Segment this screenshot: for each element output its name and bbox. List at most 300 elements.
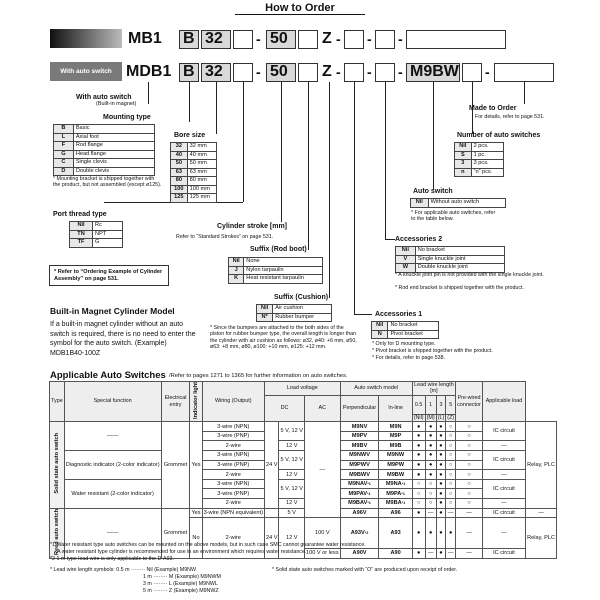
model-inline-cell: M9PW	[379, 460, 412, 470]
th-l5: 5	[446, 395, 456, 414]
ac-cell: 100 V	[304, 518, 340, 549]
lead-cell: ○	[425, 489, 436, 499]
port-code: Nil	[70, 222, 93, 231]
prewired-cell: —	[456, 518, 483, 549]
leader-line	[433, 82, 434, 190]
leader-line	[329, 82, 330, 298]
rod-row	[229, 258, 323, 267]
refer-box: * Refer to “Ordering Example of Cylinder Assembly” on page 531.	[49, 265, 169, 286]
code2-dash5: -	[485, 64, 490, 80]
code1-acc2-box	[375, 30, 395, 49]
wiring-cell: 3-wire (PNP)	[202, 431, 264, 441]
prewired-cell: —	[456, 508, 483, 518]
dc-cell	[264, 508, 279, 518]
mounting-table	[53, 124, 155, 176]
num-desc: 2 pcs.	[471, 143, 503, 152]
acc1-desc: No bracket	[388, 322, 439, 331]
num-code: Nil	[455, 143, 472, 152]
acc1-note3: * For details, refer to page 538.	[372, 355, 446, 361]
code2-port-box	[233, 63, 253, 82]
autosw-note: * For applicable auto switches, refer to the table below.	[411, 210, 496, 223]
load-cell: IC circuit	[482, 451, 525, 470]
num-code: n	[455, 168, 472, 177]
lead-cell: ●	[436, 460, 446, 470]
code2-dash2: -	[336, 64, 341, 80]
stroke-title: Cylinder stroke [mm]	[217, 223, 288, 230]
bore-row	[171, 151, 217, 160]
code2-num-box	[462, 63, 482, 82]
model-inline-cell: M9PA$^{*1}$	[379, 489, 412, 499]
bore-code: 50	[171, 160, 188, 169]
lead-cell: ●	[436, 470, 446, 480]
bore-desc: 63 mm	[187, 168, 216, 177]
code2-prefix: MDB1	[126, 63, 172, 80]
load-cell: —	[482, 518, 525, 549]
th-n3: (L)	[437, 414, 445, 421]
th-l05: 0.5	[412, 395, 425, 414]
prewired-cell: ○	[456, 441, 483, 451]
code1-stroke: 50	[270, 30, 288, 47]
bore-code: 32	[171, 143, 188, 152]
th-entry: Electrical entry	[161, 382, 190, 422]
autosw-table	[410, 198, 506, 208]
mounting-desc: Single clevis	[73, 159, 154, 168]
port-desc: NPT	[93, 230, 123, 239]
lead-cell: ●	[425, 518, 436, 549]
port-table	[69, 221, 123, 248]
lead-cell: ●	[425, 441, 436, 451]
bore-desc: 100 mm	[187, 185, 216, 194]
bore-code: 63	[171, 168, 188, 177]
acc2-row	[396, 247, 505, 256]
model-inline-cell: M9BA$^{*1}$	[379, 499, 412, 509]
mto-title: Made to Order	[469, 105, 517, 112]
wiring-cell: 3-wire (NPN)	[202, 451, 264, 461]
lead-cell: ●	[436, 441, 446, 451]
model-perp-cell: A90V	[340, 549, 379, 559]
dc-volt-cell: 5 V	[279, 508, 305, 518]
foot-n1b: A water resistant type cylinder is recommended for use in an environment which requires water resistance.	[57, 549, 307, 555]
num-table	[454, 142, 504, 177]
mounting-desc: Basic	[73, 125, 154, 134]
acc2-desc: No bracket	[415, 247, 504, 256]
foot-n5: 3 m ········ L (Example) M9NWL	[143, 581, 218, 587]
lead-cell: ●	[425, 431, 436, 441]
magnet-text: If a built-in magnet cylinder without an auto switch is required, there is no need to enter the symbol for the auto switch. (Example) MDB1B40-100Z	[50, 321, 196, 357]
table-ref: /Refer to pages 1271 to 1365 for further information on auto switches.	[169, 373, 348, 379]
lead-cell: ●	[412, 518, 425, 549]
dc-volt-cell: 12 V	[279, 499, 305, 509]
cushion-desc: Air cushion	[273, 305, 332, 314]
code1-mto-box	[406, 30, 506, 49]
load-cell: IC circuit	[482, 422, 525, 441]
wiring-cell: 3-wire (NPN equivalent)	[203, 509, 263, 516]
num-row	[455, 168, 504, 177]
acc2-code: W	[396, 264, 416, 273]
dc-volt-cell: 12 V	[279, 470, 305, 480]
code2-rod-box	[298, 63, 318, 82]
lead-cell: ●	[412, 431, 425, 441]
model-perp-cell: M9NV	[340, 422, 379, 432]
th-perp: Perpendicular	[340, 395, 379, 422]
num-desc: 3 pcs.	[471, 160, 503, 169]
th-load-voltage: Load voltage	[264, 382, 340, 396]
header-bar	[50, 29, 122, 48]
bore-code: 100	[171, 185, 188, 194]
model-inline-cell: A96	[379, 508, 412, 518]
auto-switch-sublabel: (Built-in magnet)	[96, 101, 137, 107]
indicator-cell: No	[190, 518, 202, 558]
model-inline-cell: M9BW	[379, 470, 412, 480]
lead-cell: ○	[446, 479, 456, 489]
code1-dash3: -	[367, 31, 372, 47]
lead-cell: ●	[412, 470, 425, 480]
wiring-cell: 3-wire (NPN)	[202, 479, 264, 489]
acc2-note2: * Rod end bracket is shipped together with the product.	[395, 285, 524, 291]
table-row	[50, 422, 557, 432]
lead-cell: ●	[436, 479, 446, 489]
dc-volt-cell: 5 V, 12 V	[279, 422, 305, 441]
prewired-cell: ○	[456, 470, 483, 480]
table-row	[50, 508, 557, 518]
code1-port-box	[233, 30, 253, 49]
prewired-cell: ○	[456, 431, 483, 441]
code1-dash1: -	[256, 31, 261, 47]
acc2-desc: Double knuckle joint	[415, 264, 504, 273]
bore-desc: 80 mm	[187, 177, 216, 186]
autosw-row	[411, 199, 506, 208]
acc1-row	[372, 330, 439, 339]
bore-row	[171, 185, 217, 194]
num-desc: 1 pc.	[471, 151, 503, 160]
th-special: Special function	[64, 382, 161, 422]
mounting-code: C	[54, 159, 74, 168]
model-perp-cell: M9BV	[340, 441, 379, 451]
load-relay-cell: Relay, PLC	[526, 518, 557, 558]
acc1-code: N	[372, 330, 388, 339]
wiring-cell: 3-wire (PNP)	[202, 489, 264, 499]
lead-cell: ○	[446, 499, 456, 509]
acc1-code: Nil	[372, 322, 388, 331]
special-cell: ——	[64, 422, 161, 451]
model-perp-cell: M9NAV$^{*1}$	[340, 479, 379, 489]
stroke-note: Refer to “Standard Strokes” on page 531.	[176, 234, 274, 240]
lead-cell: ○	[412, 489, 425, 499]
mounting-row	[54, 125, 155, 134]
port-title: Port thread type	[53, 211, 107, 218]
magnet-title: Built-in Magnet Cylinder Model	[50, 306, 175, 316]
model-perp-cell: $A93V^{*2}$	[340, 518, 379, 549]
prewired-cell: ○	[456, 422, 483, 432]
wiring-cell: 3-wire (NPN)	[202, 422, 264, 432]
rod-desc: Heat resistant tarpaulin	[244, 275, 323, 284]
lead-cell: ●	[412, 441, 425, 451]
num-title: Number of auto switches	[457, 132, 541, 139]
load-cell: IC circuit	[482, 479, 525, 498]
code2-bore: 32	[205, 63, 223, 80]
special-cell: ——	[64, 508, 161, 558]
ac-cell: —	[304, 422, 340, 518]
load-cell: —	[482, 470, 525, 480]
model-perp-cell: M9NWV	[340, 451, 379, 461]
th-l3: 3	[436, 395, 446, 414]
lead-cell: ●	[425, 460, 436, 470]
th-lead: Lead wire length [m]	[414, 382, 454, 395]
code1-dash2: -	[336, 31, 341, 47]
load-cell: IC circuit	[482, 508, 525, 518]
foot-n1: *1 Water resistant type auto switches can be mounted on the above models, but in such case SMC cannot guarantee water resistance.	[50, 542, 366, 548]
bore-row	[171, 194, 217, 203]
lead-cell: —	[446, 508, 456, 518]
type-reed-cell: Reed auto switch	[50, 508, 65, 558]
leader-line	[385, 82, 386, 239]
code2-dash4: -	[398, 64, 403, 80]
lead-cell: ●	[412, 451, 425, 461]
th-wiring: Wiring (Output)	[202, 382, 264, 422]
type-solid-cell: Solid state auto switch	[50, 422, 65, 508]
num-row	[455, 151, 504, 160]
mto-note: For details, refer to page 531.	[475, 114, 545, 120]
code2-mount: B	[183, 63, 195, 80]
lead-cell: ●	[412, 508, 425, 518]
bore-row	[171, 177, 217, 186]
foot-n7: * Solid state auto switches marked with “O” are produced upon receipt of order.	[272, 567, 458, 573]
bore-title: Bore size	[174, 132, 206, 139]
num-row	[455, 143, 504, 152]
rod-row	[229, 266, 323, 275]
lead-cell: ●	[436, 431, 446, 441]
lead-cell: ●	[412, 460, 425, 470]
acc2-desc: Single knuckle joint	[415, 255, 504, 264]
autosw-desc: Without auto switch	[428, 199, 505, 208]
switch-table	[49, 381, 557, 559]
acc1-title: Accessories 1	[375, 311, 423, 318]
lead-cell: ○	[446, 460, 456, 470]
model-inline-cell: M9P	[379, 431, 412, 441]
foot-n6: 5 m ········ Z (Example) M9NWZ	[143, 588, 219, 594]
code2-switch: M9BW	[410, 63, 459, 80]
acc1-table	[371, 321, 439, 339]
cushion-code: N*	[257, 313, 273, 322]
code2-z: Z	[322, 63, 332, 80]
bore-row	[171, 160, 217, 169]
table-title: Applicable Auto Switches	[50, 370, 166, 381]
bore-desc: 125 mm	[187, 194, 216, 203]
lead-cell: ●	[436, 549, 446, 559]
foot-n3: * Lead wire length symbols: 0.5 m ········ Nil (Example) M9NW	[50, 567, 196, 573]
lead-cell: ○	[446, 441, 456, 451]
code1-mount: B	[183, 30, 195, 47]
num-code: 3	[455, 160, 472, 169]
lead-cell: ○	[446, 422, 456, 432]
acc2-note1: * A knuckle joint pin is not provided with the single knuckle joint.	[395, 272, 544, 278]
leader-line	[524, 82, 525, 104]
th-ac: AC	[304, 395, 340, 422]
prewired-cell: ○	[456, 489, 483, 499]
acc1-row	[372, 322, 439, 331]
rod-title: Suffix (Rod boot)	[250, 246, 307, 253]
cushion-row	[257, 305, 332, 314]
bore-row	[171, 143, 217, 152]
title-underline	[235, 14, 365, 15]
cushion-desc: Rubber bumper	[273, 313, 332, 322]
model-perp-cell: M9PWV	[340, 460, 379, 470]
th-prewired: Pre-wired connector	[456, 382, 483, 422]
lead-cell: ●	[436, 518, 446, 549]
model-inline-cell: M9NW	[379, 451, 412, 461]
acc1-desc: Pivot bracket	[388, 330, 439, 339]
acc2-row	[396, 264, 505, 273]
model-inline-cell: M9N	[379, 422, 412, 432]
rod-row	[229, 275, 323, 284]
page-title: How to Order	[265, 2, 335, 14]
bore-desc: 40 mm	[187, 151, 216, 160]
table-row	[50, 479, 557, 489]
leader-line	[385, 239, 395, 240]
port-row	[70, 239, 123, 248]
mounting-row	[54, 150, 155, 159]
port-desc: G	[93, 239, 123, 248]
th-dc: DC	[264, 395, 304, 422]
lead-cell: ○	[446, 451, 456, 461]
port-code: TF	[70, 239, 93, 248]
mounting-row	[54, 133, 155, 142]
bore-desc: 50 mm	[187, 160, 216, 169]
model-perp-cell: M9BAV$^{*1}$	[340, 499, 379, 509]
bore-desc: 32 mm	[187, 143, 216, 152]
th-n1: (M)	[426, 414, 435, 421]
th-inline: In-line	[379, 395, 412, 422]
model-perp-cell: A96V	[340, 508, 379, 518]
th-model: Auto switch model	[340, 382, 412, 396]
lead-cell: ○	[446, 489, 456, 499]
dc-volt-cell: 12 V	[279, 441, 305, 451]
acc2-title: Accessories 2	[395, 236, 443, 243]
acc2-code: V	[396, 255, 416, 264]
auto-switch-label: With auto switch	[76, 94, 132, 101]
lead-cell: —	[425, 508, 436, 518]
code2-acc2-box	[375, 63, 395, 82]
port-row	[70, 230, 123, 239]
wiring-cell: 2-wire	[202, 499, 264, 509]
wiring-cell: 2-wire	[202, 518, 264, 558]
cushion-code: Nil	[257, 305, 273, 314]
code1-acc1-box	[344, 30, 364, 49]
model-perp-cell: M9BWV	[340, 470, 379, 480]
lead-cell: ●	[436, 422, 446, 432]
leader-line	[281, 82, 282, 222]
prewired-cell: ○	[456, 479, 483, 489]
lead-cell: ●	[436, 489, 446, 499]
bore-table	[170, 142, 217, 203]
code1-z: Z	[322, 30, 332, 47]
rod-desc: None	[244, 258, 323, 267]
mounting-code: F	[54, 142, 74, 151]
lead-cell: ○	[412, 479, 425, 489]
lead-cell: ●	[425, 451, 436, 461]
lead-cell: ●	[436, 499, 446, 509]
rod-desc: Nylon tarpaulin	[244, 266, 323, 275]
cushion-note: * Since the bumpers are attached to the both sides of the piston for rubber bumper type, the overall length is longer than the cylinder with air cushion as follows: ø32, ø40: +6 mm, ø50, ø63: +8 mm, ø80, ø100: +10 mm, ø125: +12 mm.	[210, 325, 357, 350]
model-perp-cell: M9PV	[340, 431, 379, 441]
port-desc: Rc	[93, 222, 123, 231]
model-inline-cell: A90	[379, 549, 412, 559]
lead-cell: ●	[412, 549, 425, 559]
with-auto-switch-tag: With auto switch	[50, 62, 122, 81]
acc1-note2: * Pivot bracket is shipped together with the product.	[372, 348, 493, 354]
bore-row	[171, 168, 217, 177]
wiring-cell: 2-wire	[202, 470, 264, 480]
mounting-title: Mounting type	[103, 114, 151, 121]
leader-line	[148, 82, 149, 104]
code1-prefix: MB1	[128, 30, 162, 47]
th-n5: (Z)	[447, 414, 455, 421]
mounting-row	[54, 142, 155, 151]
num-code: S	[455, 151, 472, 160]
leader-line	[216, 82, 217, 134]
load-relay-cell: Relay, PLC	[526, 422, 557, 508]
foot-n4: 1 m ········ M (Example) M9NWM	[143, 574, 221, 580]
mounting-code: D	[54, 167, 74, 176]
foot-n2: *2 1 m type lead wire is only applicable to the D-A93.	[50, 556, 174, 562]
rod-table	[228, 257, 323, 284]
lead-cell: —	[446, 549, 456, 559]
model-inline-cell: M9B	[379, 441, 412, 451]
dc-volt-cell: 5 V, 12 V	[279, 451, 305, 470]
leader-line	[354, 82, 355, 314]
model-inline-cell: A93	[379, 518, 412, 549]
code2-dash3: -	[367, 64, 372, 80]
num-row	[455, 160, 504, 169]
mounting-note: * Mounting bracket is shipped together with the product, but not assembled (except ø125).	[53, 176, 162, 189]
cushion-title: Suffix (Cushion)	[274, 294, 329, 301]
leader-line	[308, 82, 309, 250]
lead-cell: ●	[436, 508, 446, 518]
model-inline-cell: M9NA$^{*1}$	[379, 479, 412, 489]
mounting-desc: Double clevis	[73, 167, 154, 176]
code2-mto-box	[494, 63, 554, 82]
leader-line	[243, 82, 244, 202]
lead-cell: ●	[425, 422, 436, 432]
code2-acc1-box	[344, 63, 364, 82]
acc2-code: Nil	[396, 247, 416, 256]
dc-volt-cell: 12 V	[279, 518, 305, 558]
mounting-row	[54, 159, 155, 168]
th-load: Applicable load	[482, 382, 525, 422]
lead-cell: —	[425, 549, 436, 559]
dc-cell: 24 V	[264, 422, 279, 508]
leader-line	[354, 314, 372, 315]
lead-cell: ●	[412, 422, 425, 432]
bore-code: 40	[171, 151, 188, 160]
lead-cell: ○	[446, 431, 456, 441]
ac-cell: 100 V or less	[305, 550, 339, 557]
mounting-desc: Axial foot	[73, 133, 154, 142]
dc-cell: 24 V	[264, 518, 279, 558]
lead-cell: ●	[446, 518, 456, 549]
autosw-title: Auto switch	[413, 188, 453, 195]
indicator-cell: Yes	[190, 422, 202, 508]
dc-volt-cell: 5 V, 12 V	[279, 479, 305, 498]
load-cell: IC circuit	[482, 549, 525, 559]
bore-code: 125	[171, 194, 188, 203]
table-row	[50, 451, 557, 461]
cushion-row	[257, 313, 332, 322]
lead-cell: ●	[436, 451, 446, 461]
leader-line	[189, 82, 190, 122]
model-perp-cell: M9PAV$^{*1}$	[340, 489, 379, 499]
mounting-row	[54, 167, 155, 176]
